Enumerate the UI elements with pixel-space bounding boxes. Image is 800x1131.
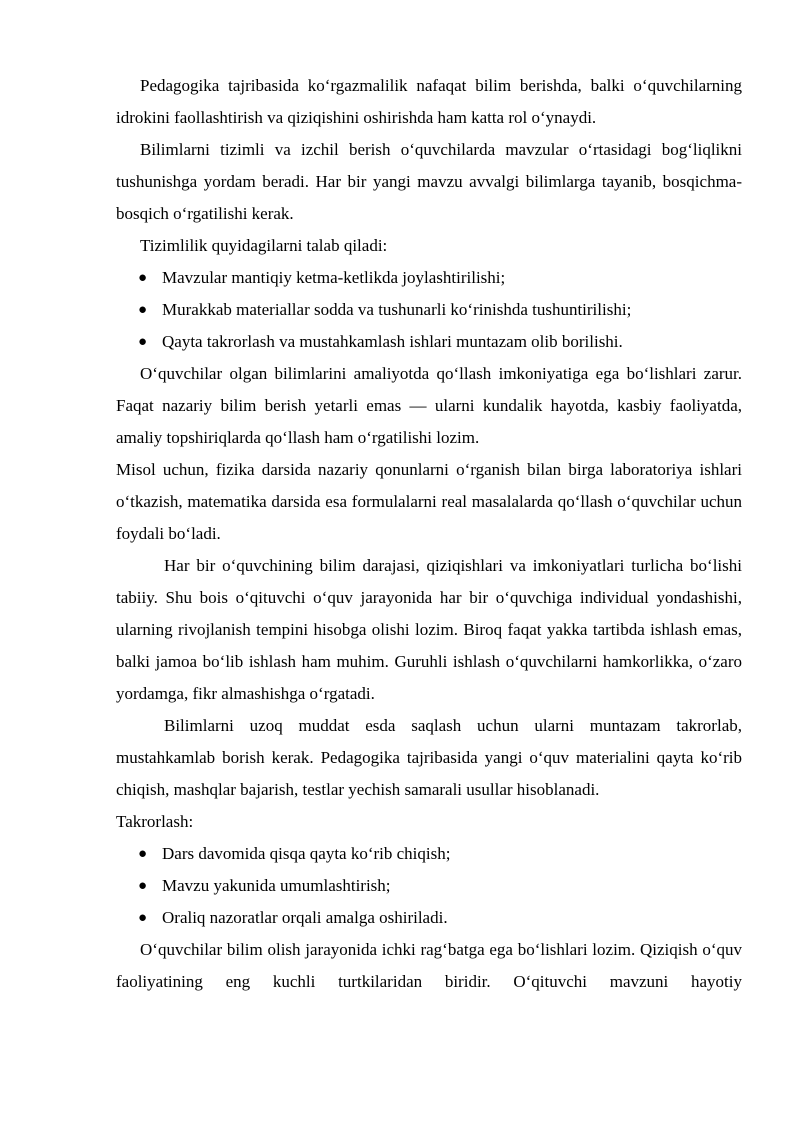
paragraph-2: Bilimlarni tizimli va izchil berish oʻquvchilarda mavzular oʻrtasidagi bogʻliqlikni tushunishga yordam beradi. Har bir yangi mavzu avvalgi bilimlarga tayanib, bosqichma-bosqich oʻrgatilishi kerak. bbox=[116, 140, 742, 223]
paragraph-7: Bilimlarni uzoq muddat esda saqlash uchun ularni muntazam takrorlab, mustahkamlab borish kerak. Pedagogika tajribasida yangi oʻquv materialini qayta koʻrib chiqish, mashqlar bajarish, testlar yechish samarali usullar hisoblanadi. bbox=[116, 716, 742, 799]
list-item bbox=[116, 294, 742, 326]
list-item bbox=[116, 870, 742, 902]
list-item-text: Dars davomida qisqa qayta koʻrib chiqish; bbox=[162, 844, 451, 863]
bullet-icon: ● bbox=[138, 878, 148, 894]
list-item bbox=[116, 262, 742, 294]
list-item-text: Oraliq nazoratlar orqali amalga oshiriladi. bbox=[162, 908, 448, 927]
paragraph-4: Oʻquvchilar olgan bilimlarini amaliyotda qoʻllash imkoniyatiga ega boʻlishlari zarur. Faqat nazariy bilim berish yetarli emas — ularni kundalik hayotda, kasbiy faoliyatda, amaliy topshiriqlarda qoʻllash ham oʻrgatilishi lozim. bbox=[116, 364, 742, 447]
paragraph-6: Har bir oʻquvchining bilim darajasi, qiziqishlari va imkoniyatlari turlicha boʻlishi tabiiy. Shu bois oʻqituvchi oʻquv jarayonida har bir oʻquvchiga individual yondashishi, ularning rivojlanish tempini hisobga olishi lozim. Biroq faqat yakka tartibda ishlash emas, balki jamoa boʻlib ishlash ham muhim. Guruhli ishlash oʻquvchilarni hamkorlikka, oʻzaro yordamga, fikr almashishga oʻrgatadi. bbox=[116, 556, 742, 703]
list-item-text: Qayta takrorlash va mustahkamlash ishlari muntazam olib borilishi. bbox=[162, 332, 623, 351]
paragraph-9: Oʻquvchilar bilim olish jarayonida ichki ragʻbatga ega boʻlishlari lozim. Qiziqish oʻquv faoliyatining eng kuchli turtkilaridan biridir. Oʻqituvchi mavzuni hayotiy bbox=[116, 940, 742, 991]
bullet-icon: ● bbox=[138, 910, 148, 926]
paragraph-5: Misol uchun, fizika darsida nazariy qonunlarni oʻrganish bilan birga laboratoriya ishlari oʻtkazish, matematika darsida esa formulalarni real masalalarda qoʻllash oʻquvchilar uchun foydali boʻladi. bbox=[116, 460, 742, 543]
list-item bbox=[116, 838, 742, 870]
bullet-icon: ● bbox=[138, 302, 148, 318]
paragraph-8: Takrorlash: bbox=[116, 812, 194, 831]
bullet-icon: ● bbox=[138, 270, 148, 286]
bullet-icon: ● bbox=[138, 334, 148, 350]
list-item-text: Murakkab materiallar sodda va tushunarli koʻrinishda tushuntirilishi; bbox=[162, 300, 632, 319]
bullet-list-1 bbox=[116, 262, 742, 358]
paragraph-1: Pedagogika tajribasida koʻrgazmalilik nafaqat bilim berishda, balki oʻquvchilarning idrokini faollashtirish va qiziqishini oshirishda ham katta rol oʻynaydi. bbox=[116, 76, 742, 127]
list-item bbox=[116, 902, 742, 934]
list-item bbox=[116, 326, 742, 358]
list-item-text: Mavzu yakunida umumlashtirish; bbox=[162, 876, 391, 895]
document-page bbox=[116, 70, 742, 998]
paragraph-3: Tizimlilik quyidagilarni talab qiladi: bbox=[140, 236, 388, 255]
list-item-text: Mavzular mantiqiy ketma-ketlikda joylashtirilishi; bbox=[162, 268, 506, 287]
bullet-list-2 bbox=[116, 838, 742, 934]
bullet-icon: ● bbox=[138, 846, 148, 862]
